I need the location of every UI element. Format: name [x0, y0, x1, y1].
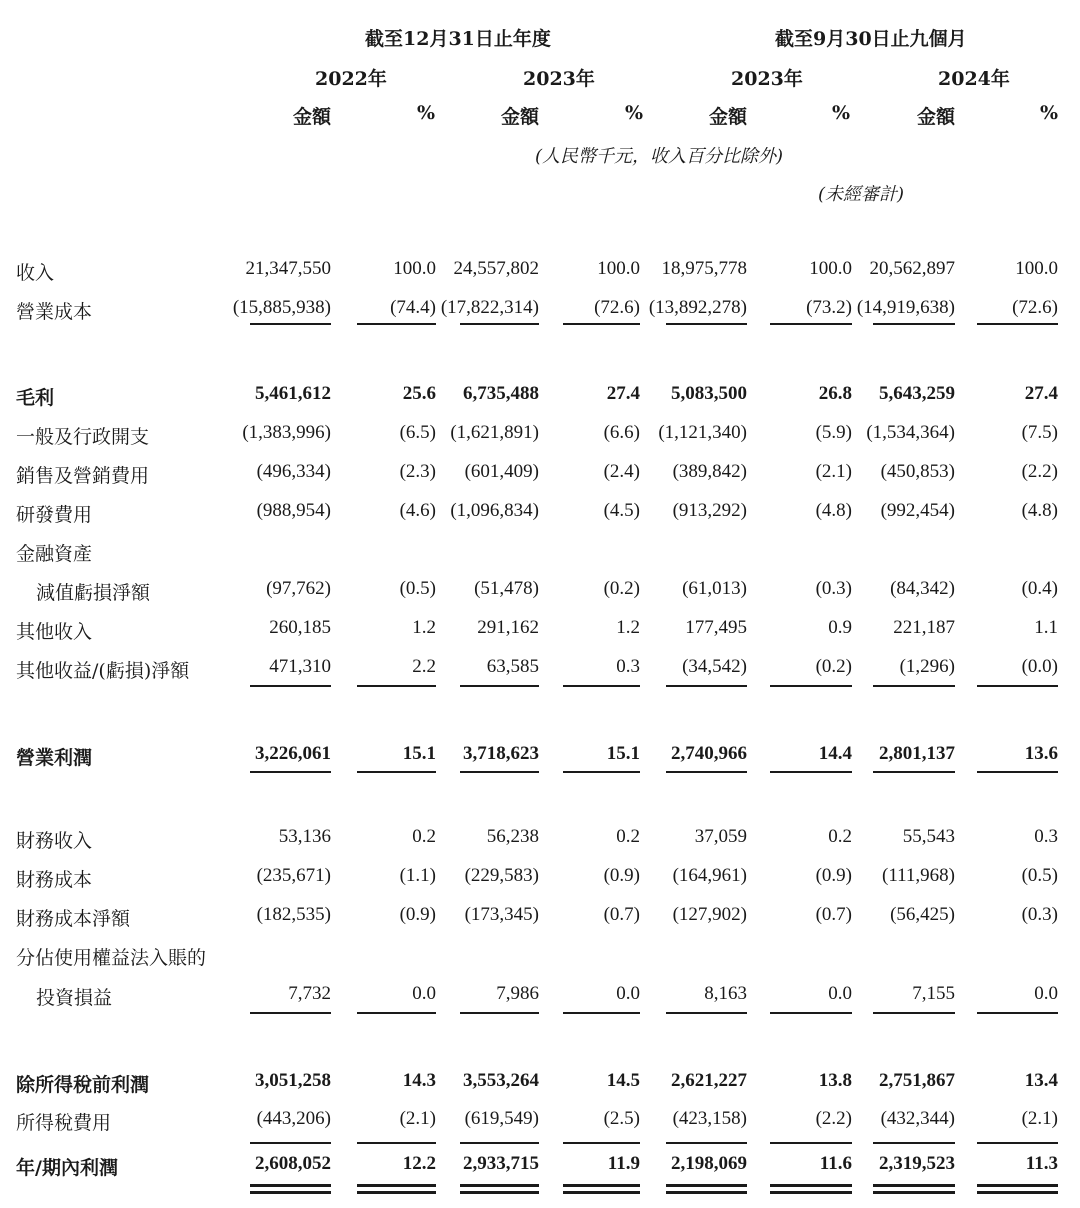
percent-cell: (4.5)	[603, 500, 640, 521]
percent-cell: (2.2)	[815, 1108, 852, 1129]
row-label: 金融資產	[16, 543, 93, 565]
amount-cell: 24,557,802	[453, 258, 539, 279]
percent-cell: (0.0)	[1021, 656, 1058, 677]
amount-cell: 18,975,778	[661, 258, 747, 279]
percent-cell: (0.5)	[399, 578, 436, 599]
amount-cell: (496,334)	[256, 461, 331, 482]
period-header-nine-months: 截至9月30日止九個月	[775, 28, 967, 50]
subtotal-rule	[563, 323, 640, 325]
subtotal-rule	[873, 1142, 955, 1144]
subtotal-rule	[563, 685, 640, 687]
total-double-rule	[357, 1184, 436, 1187]
percent-cell: (0.9)	[815, 865, 852, 886]
subtotal-rule	[250, 771, 331, 773]
subtotal-rule	[770, 1142, 852, 1144]
subtotal-rule	[770, 323, 852, 325]
percent-cell: (2.5)	[603, 1108, 640, 1129]
amount-cell: (432,344)	[880, 1108, 955, 1129]
percent-cell: (2.3)	[399, 461, 436, 482]
amount-cell: 5,643,259	[879, 383, 955, 404]
percent-cell: 2.2	[412, 656, 436, 677]
percent-cell: 26.8	[818, 383, 852, 404]
percent-cell: (72.6)	[594, 297, 640, 318]
amount-cell: (56,425)	[890, 904, 955, 925]
subtotal-rule	[977, 771, 1058, 773]
amount-cell: 56,238	[486, 826, 539, 847]
amount-cell: (913,292)	[672, 500, 747, 521]
total-double-rule	[873, 1191, 955, 1194]
amount-cell: 3,553,264	[463, 1070, 539, 1091]
percent-cell: (0.9)	[399, 904, 436, 925]
amount-cell: 3,226,061	[255, 743, 331, 764]
percent-cell: 0.0	[412, 983, 436, 1004]
amount-cell: (229,583)	[464, 865, 539, 886]
percent-cell: (2.1)	[399, 1108, 436, 1129]
amount-cell: 3,051,258	[255, 1070, 331, 1091]
total-double-rule	[250, 1184, 331, 1187]
subtotal-rule	[666, 1142, 747, 1144]
row-label: 所得稅費用	[16, 1112, 112, 1134]
percent-cell: (1.1)	[399, 865, 436, 886]
row-label: 其他收益/(虧損)淨額	[16, 660, 190, 682]
amount-cell: (84,342)	[890, 578, 955, 599]
percent-cell: 100.0	[393, 258, 436, 279]
percent-cell: (74.4)	[390, 297, 436, 318]
percent-cell: 11.3	[1025, 1153, 1058, 1174]
percent-cell: 0.0	[828, 983, 852, 1004]
percent-cell: (0.9)	[603, 865, 640, 886]
percent-header: %	[625, 102, 644, 124]
row-label: 營業利潤	[16, 747, 93, 769]
percent-cell: 15.1	[606, 743, 640, 764]
total-double-rule	[770, 1191, 852, 1194]
percent-header: %	[1040, 102, 1059, 124]
subtotal-rule	[666, 323, 747, 325]
subtotal-rule	[873, 1012, 955, 1014]
total-double-rule	[250, 1191, 331, 1194]
row-label: 投資損益	[36, 987, 113, 1009]
subtotal-rule	[770, 685, 852, 687]
total-double-rule	[977, 1191, 1058, 1194]
percent-cell: 1.2	[412, 617, 436, 638]
percent-cell: (5.9)	[815, 422, 852, 443]
subtotal-rule	[250, 1012, 331, 1014]
total-double-rule	[357, 1191, 436, 1194]
amount-cell: 5,083,500	[671, 383, 747, 404]
amount-cell: 2,608,052	[255, 1153, 331, 1174]
amount-cell: 2,740,966	[671, 743, 747, 764]
amount-cell: 7,986	[496, 983, 539, 1004]
percent-cell: 0.2	[616, 826, 640, 847]
amount-cell: (389,842)	[672, 461, 747, 482]
amount-cell: 5,461,612	[255, 383, 331, 404]
amount-cell: (1,296)	[899, 656, 955, 677]
row-label: 財務成本	[16, 869, 93, 891]
subtotal-rule	[250, 685, 331, 687]
amount-cell: (17,822,314)	[440, 297, 539, 318]
percent-cell: (72.6)	[1012, 297, 1058, 318]
amount-cell: (13,892,278)	[648, 297, 747, 318]
subtotal-rule	[460, 685, 539, 687]
amount-cell: (34,542)	[682, 656, 747, 677]
row-label: 研發費用	[16, 504, 93, 526]
amount-cell: 2,933,715	[463, 1153, 539, 1174]
amount-cell: (619,549)	[464, 1108, 539, 1129]
amount-header: 金額	[917, 106, 956, 128]
unaudited-note: (未經審計)	[818, 184, 905, 205]
percent-cell: 13.6	[1024, 743, 1058, 764]
amount-cell: (235,671)	[256, 865, 331, 886]
amount-cell: 2,751,867	[879, 1070, 955, 1091]
amount-cell: 7,155	[912, 983, 955, 1004]
amount-header: 金額	[709, 106, 748, 128]
total-double-rule	[666, 1184, 747, 1187]
amount-cell: (15,885,938)	[232, 297, 331, 318]
amount-cell: (1,621,891)	[450, 422, 539, 443]
unit-note: (人民幣千元，收入百分比除外)	[535, 146, 784, 167]
percent-cell: (2.4)	[603, 461, 640, 482]
subtotal-rule	[460, 1012, 539, 1014]
percent-cell: 15.1	[402, 743, 436, 764]
subtotal-rule	[666, 771, 747, 773]
percent-cell: 13.4	[1024, 1070, 1058, 1091]
amount-cell: (1,121,340)	[658, 422, 747, 443]
amount-cell: (1,383,996)	[242, 422, 331, 443]
percent-cell: 11.9	[607, 1153, 640, 1174]
amount-cell: 37,059	[694, 826, 747, 847]
amount-cell: (127,902)	[672, 904, 747, 925]
percent-cell: 0.0	[616, 983, 640, 1004]
percent-cell: (0.7)	[603, 904, 640, 925]
percent-cell: 25.6	[402, 383, 436, 404]
percent-cell: (0.3)	[1021, 904, 1058, 925]
amount-cell: (61,013)	[682, 578, 747, 599]
year-header-2022: 2022年	[315, 68, 387, 90]
amount-cell: 221,187	[893, 617, 955, 638]
percent-cell: 27.4	[606, 383, 640, 404]
subtotal-rule	[357, 1142, 436, 1144]
subtotal-rule	[977, 1142, 1058, 1144]
amount-cell: 63,585	[486, 656, 539, 677]
row-label: 營業成本	[16, 301, 93, 323]
subtotal-rule	[666, 685, 747, 687]
amount-cell: (97,762)	[266, 578, 331, 599]
percent-cell: 0.3	[1034, 826, 1058, 847]
row-label: 銷售及營銷費用	[16, 465, 150, 487]
amount-cell: 177,495	[685, 617, 747, 638]
percent-cell: (73.2)	[806, 297, 852, 318]
amount-cell: (173,345)	[464, 904, 539, 925]
percent-cell: 100.0	[1015, 258, 1058, 279]
amount-header: 金額	[501, 106, 540, 128]
amount-cell: (1,534,364)	[866, 422, 955, 443]
subtotal-rule	[977, 685, 1058, 687]
percent-cell: (0.7)	[815, 904, 852, 925]
percent-cell: (6.5)	[399, 422, 436, 443]
percent-cell: 11.6	[819, 1153, 852, 1174]
row-label: 毛利	[16, 387, 55, 409]
percent-cell: (0.2)	[603, 578, 640, 599]
row-label: 財務成本淨額	[16, 908, 131, 930]
total-double-rule	[977, 1184, 1058, 1187]
amount-cell: 2,621,227	[671, 1070, 747, 1091]
percent-cell: (4.8)	[815, 500, 852, 521]
total-double-rule	[666, 1191, 747, 1194]
amount-cell: 7,732	[288, 983, 331, 1004]
subtotal-rule	[357, 771, 436, 773]
subtotal-rule	[460, 771, 539, 773]
amount-cell: 471,310	[269, 656, 331, 677]
amount-cell: 20,562,897	[869, 258, 955, 279]
percent-cell: (0.2)	[815, 656, 852, 677]
amount-cell: (443,206)	[256, 1108, 331, 1129]
percent-cell: (6.6)	[603, 422, 640, 443]
total-double-rule	[563, 1191, 640, 1194]
percent-header: %	[832, 102, 851, 124]
amount-cell: (182,535)	[256, 904, 331, 925]
subtotal-rule	[357, 1012, 436, 1014]
amount-cell: (1,096,834)	[450, 500, 539, 521]
percent-cell: 14.3	[402, 1070, 436, 1091]
amount-cell: 291,162	[477, 617, 539, 638]
total-double-rule	[770, 1184, 852, 1187]
percent-cell: 13.8	[818, 1070, 852, 1091]
amount-cell: (601,409)	[464, 461, 539, 482]
amount-cell: 3,718,623	[463, 743, 539, 764]
row-label: 除所得稅前利潤	[16, 1074, 150, 1096]
subtotal-rule	[250, 1142, 331, 1144]
amount-cell: 6,735,488	[463, 383, 539, 404]
amount-cell: 260,185	[269, 617, 331, 638]
percent-cell: 12.2	[402, 1153, 436, 1174]
subtotal-rule	[873, 323, 955, 325]
percent-cell: 0.2	[828, 826, 852, 847]
row-label: 收入	[16, 262, 55, 284]
subtotal-rule	[563, 1012, 640, 1014]
percent-cell: 14.4	[818, 743, 852, 764]
percent-cell: 100.0	[809, 258, 852, 279]
amount-cell: 21,347,550	[245, 258, 331, 279]
percent-cell: (0.4)	[1021, 578, 1058, 599]
amount-cell: 8,163	[704, 983, 747, 1004]
amount-cell: 55,543	[902, 826, 955, 847]
subtotal-rule	[770, 771, 852, 773]
subtotal-rule	[357, 685, 436, 687]
subtotal-rule	[977, 1012, 1058, 1014]
subtotal-rule	[977, 323, 1058, 325]
year-header-2024: 2024年	[938, 68, 1010, 90]
percent-cell: (0.3)	[815, 578, 852, 599]
row-label: 其他收入	[16, 621, 93, 643]
period-header-full-year: 截至12月31日止年度	[365, 28, 551, 50]
percent-cell: 0.3	[616, 656, 640, 677]
total-double-rule	[460, 1184, 539, 1187]
percent-cell: 100.0	[597, 258, 640, 279]
subtotal-rule	[770, 1012, 852, 1014]
amount-cell: (14,919,638)	[856, 297, 955, 318]
total-double-rule	[460, 1191, 539, 1194]
amount-cell: 2,198,069	[671, 1153, 747, 1174]
amount-cell: (111,968)	[882, 865, 955, 886]
percent-cell: (7.5)	[1021, 422, 1058, 443]
percent-cell: (2.2)	[1021, 461, 1058, 482]
row-label: 減值虧損淨額	[36, 582, 151, 604]
row-label: 一般及行政開支	[16, 426, 150, 448]
subtotal-rule	[460, 1142, 539, 1144]
year-header-2023-nine-months: 2023年	[731, 68, 803, 90]
percent-cell: 14.5	[606, 1070, 640, 1091]
percent-cell: (2.1)	[1021, 1108, 1058, 1129]
amount-cell: (164,961)	[672, 865, 747, 886]
amount-header: 金額	[293, 106, 332, 128]
subtotal-rule	[873, 771, 955, 773]
amount-cell: 2,801,137	[879, 743, 955, 764]
percent-cell: (2.1)	[815, 461, 852, 482]
amount-cell: (51,478)	[474, 578, 539, 599]
percent-cell: 0.2	[412, 826, 436, 847]
row-label: 年/期內利潤	[16, 1157, 118, 1179]
amount-cell: 53,136	[278, 826, 331, 847]
row-label: 財務收入	[16, 830, 93, 852]
subtotal-rule	[250, 323, 331, 325]
percent-cell: 1.2	[616, 617, 640, 638]
percent-cell: 0.0	[1034, 983, 1058, 1004]
subtotal-rule	[873, 685, 955, 687]
percent-cell: 0.9	[828, 617, 852, 638]
percent-cell: 27.4	[1024, 383, 1058, 404]
amount-cell: 2,319,523	[879, 1153, 955, 1174]
amount-cell: (988,954)	[256, 500, 331, 521]
amount-cell: (992,454)	[880, 500, 955, 521]
percent-cell: (4.8)	[1021, 500, 1058, 521]
percent-cell: (4.6)	[399, 500, 436, 521]
subtotal-rule	[357, 323, 436, 325]
row-label: 分佔使用權益法入賬的	[16, 947, 207, 969]
amount-cell: (423,158)	[672, 1108, 747, 1129]
total-double-rule	[563, 1184, 640, 1187]
amount-cell: (450,853)	[880, 461, 955, 482]
percent-cell: (0.5)	[1021, 865, 1058, 886]
subtotal-rule	[563, 771, 640, 773]
percent-cell: 1.1	[1034, 617, 1058, 638]
percent-header: %	[417, 102, 436, 124]
subtotal-rule	[460, 323, 539, 325]
subtotal-rule	[563, 1142, 640, 1144]
total-double-rule	[873, 1184, 955, 1187]
year-header-2023: 2023年	[523, 68, 595, 90]
subtotal-rule	[666, 1012, 747, 1014]
